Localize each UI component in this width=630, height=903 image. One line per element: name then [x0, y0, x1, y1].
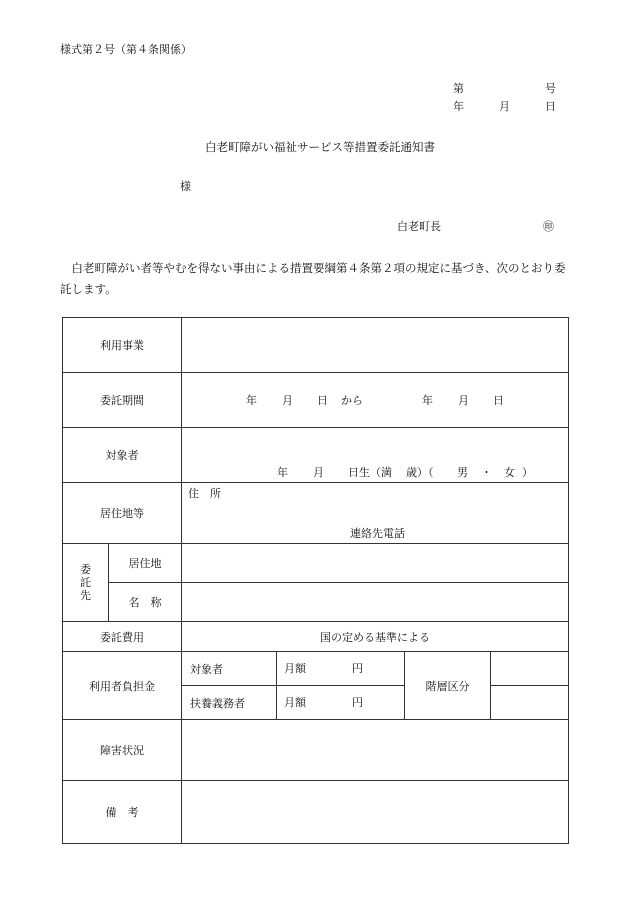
- burden-subject-label: 対象者: [182, 652, 277, 686]
- sex-female[interactable]: 女: [504, 466, 515, 479]
- burden-label: 利用者負担金: [63, 652, 182, 720]
- burden-subject-yen: 円: [352, 662, 363, 675]
- sex-male[interactable]: 男: [457, 466, 468, 479]
- dob-day-age: 日生（満: [348, 466, 392, 479]
- burden-subject-monthly: 月額: [284, 662, 306, 675]
- phone-label: 連絡先電話: [350, 527, 405, 540]
- row-period: [63, 373, 569, 428]
- doc-number-suffix: 号: [545, 82, 556, 95]
- contractor-name-field[interactable]: [182, 583, 569, 622]
- dob-month: 月: [313, 466, 324, 479]
- disability-label: 障害状況: [63, 720, 182, 781]
- period-end-year: 年: [422, 394, 433, 407]
- tier-label: 階層区分: [405, 652, 491, 720]
- burden-guardian-monthly: 月額: [284, 696, 306, 709]
- residence-label: 居住地等: [63, 483, 182, 544]
- period-from: から: [341, 394, 363, 407]
- burden-guardian-label: 扶養義務者: [182, 686, 277, 720]
- document-title: 白老町障がい福祉サービス等措置委託通知書: [205, 140, 435, 154]
- row-subject: [63, 428, 569, 483]
- addressee-suffix: 様: [180, 180, 191, 193]
- period-start-year: 年: [246, 394, 257, 407]
- service-field[interactable]: [182, 318, 569, 373]
- service-label: 利用事業: [63, 318, 182, 373]
- contractor-label: [63, 544, 109, 622]
- contractor-char-3: 先: [80, 589, 91, 602]
- address-label: 住 所: [188, 487, 221, 500]
- contractor-char-2: 託: [80, 576, 91, 589]
- contractor-char-1: 委: [80, 563, 91, 576]
- issuer-title: 白老町長: [397, 220, 441, 233]
- form-number: 様式第２号（第４条関係）: [60, 43, 192, 56]
- date-day: 日: [545, 100, 556, 113]
- period-end-month: 月: [458, 394, 469, 407]
- disability-field[interactable]: [182, 720, 569, 781]
- seal-mark: ㊞: [543, 220, 554, 233]
- row-contractor-name: [63, 583, 569, 622]
- burden-guardian-amount[interactable]: [277, 686, 405, 720]
- sex-close: ）: [522, 466, 533, 479]
- row-contractor-location: [63, 544, 569, 583]
- cost-label: 委託費用: [63, 622, 182, 652]
- tier-field-2[interactable]: [491, 686, 569, 720]
- subject-field[interactable]: [182, 428, 569, 483]
- residence-field[interactable]: [182, 483, 569, 544]
- period-label: 委託期間: [63, 373, 182, 428]
- form-table: [62, 317, 569, 844]
- row-remarks: [63, 781, 569, 844]
- contractor-name-label: 名 称: [109, 583, 182, 622]
- contractor-location-label: 居住地: [109, 544, 182, 583]
- date-year: 年: [453, 100, 464, 113]
- age-close: 歳）（: [406, 466, 434, 479]
- burden-subject-amount[interactable]: [277, 652, 405, 686]
- date-month: 月: [499, 100, 510, 113]
- sex-separator: ・: [481, 466, 492, 479]
- row-disability: [63, 720, 569, 781]
- period-end-day: 日: [493, 394, 504, 407]
- remarks-field[interactable]: [182, 781, 569, 844]
- period-field[interactable]: [182, 373, 569, 428]
- remarks-label: 備 考: [63, 781, 182, 844]
- row-service: [63, 318, 569, 373]
- body-text: 白老町障がい者等やむを得ない事由による措置要綱第４条第２項の規定に基づき、次のとおり委託します。: [60, 261, 566, 296]
- row-residence: [63, 483, 569, 544]
- row-cost: [63, 622, 569, 652]
- subject-label: 対象者: [63, 428, 182, 483]
- burden-guardian-yen: 円: [352, 696, 363, 709]
- period-start-day: 日: [317, 394, 328, 407]
- period-start-month: 月: [282, 394, 293, 407]
- dob-year: 年: [277, 466, 288, 479]
- row-burden-subject: [63, 652, 569, 686]
- doc-number-prefix: 第: [453, 82, 464, 95]
- cost-value: 国の定める基準による: [182, 622, 569, 652]
- contractor-location-field[interactable]: [182, 544, 569, 583]
- tier-field-1[interactable]: [491, 652, 569, 686]
